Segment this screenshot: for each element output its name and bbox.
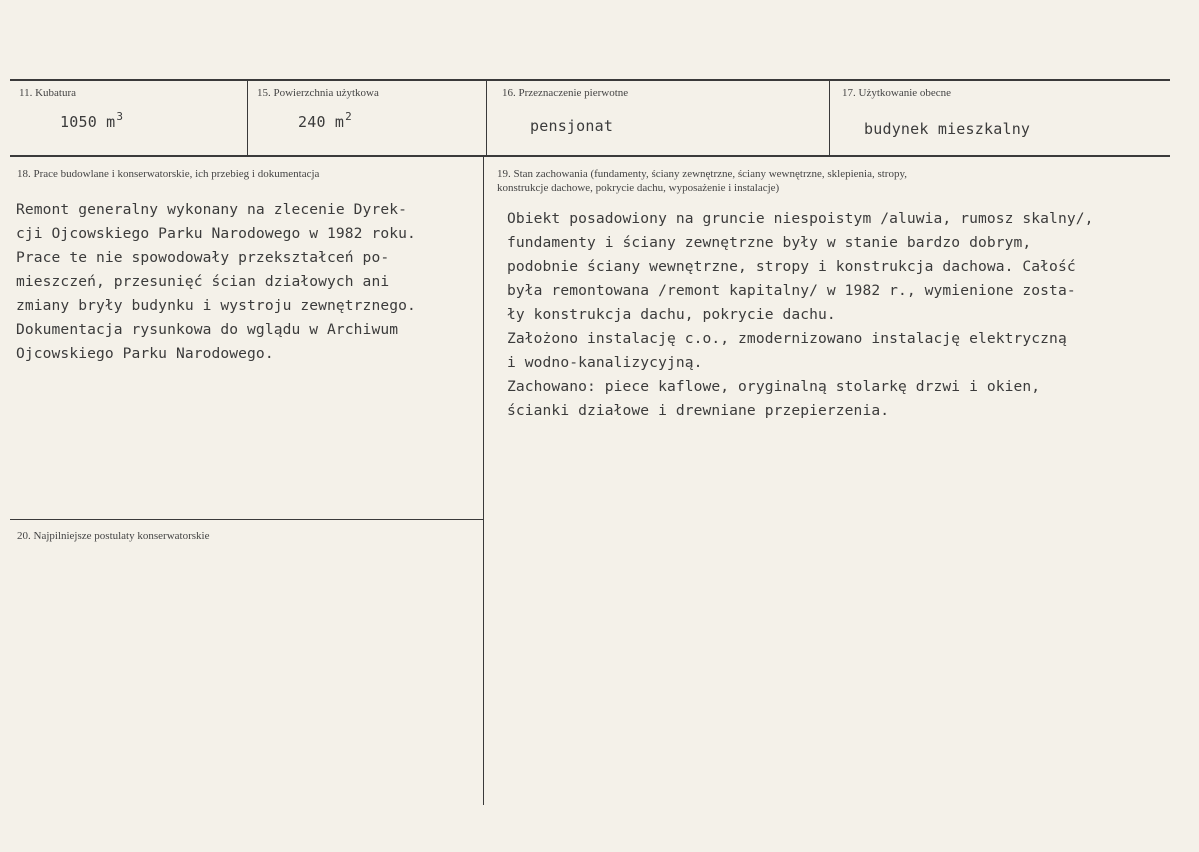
field-15-exponent: 2	[345, 110, 352, 123]
field-20-label: 20. Najpilniejsze postulaty konserwatorskie	[17, 530, 210, 542]
field-11-value	[60, 110, 123, 131]
field-19-line: i wodno-kanalizycyjną.	[507, 354, 703, 371]
field-11-exponent: 3	[116, 110, 124, 123]
divider-18-19	[483, 155, 484, 805]
field-19-line: Zachowano: piece kaflowe, oryginalną stolarkę drzwi i okien,	[507, 378, 1041, 395]
divider-15-16	[486, 79, 487, 156]
field-16-label: 16. Przeznaczenie pierwotne	[502, 87, 629, 99]
field-18-line: zmiany bryły budynku i wystroju zewnętrznego.	[16, 297, 416, 314]
field-18-line: mieszczeń, przesunięć ścian działowych ani	[16, 273, 390, 290]
divider-16-17	[829, 79, 830, 156]
field-18-line: cji Ojcowskiego Parku Narodowego w 1982 roku.	[16, 225, 416, 242]
field-19-line: ły konstrukcja dachu, pokrycie dachu.	[507, 306, 836, 323]
rule-above-20	[10, 519, 484, 520]
field-19-text	[507, 207, 1094, 423]
field-17-label: 17. Użytkowanie obecne	[842, 87, 952, 99]
top-rule	[10, 79, 1170, 81]
field-19-line: fundamenty i ściany zewnętrzne były w stanie bardzo dobrym,	[507, 234, 1032, 251]
field-19-line: Obiekt posadowiony na gruncie niespoistym /aluwia, rumosz skalny/,	[507, 210, 1094, 227]
field-19-line: Założono instalację c.o., zmodernizowano instalację elektryczną	[507, 330, 1067, 347]
field-11-label: 11. Kubatura	[19, 87, 77, 99]
field-15-number: 240 m	[298, 113, 345, 131]
field-11-number: 1050 m	[60, 113, 116, 131]
field-18-line: Dokumentacja rysunkowa do wglądu w Archiwum	[16, 321, 399, 338]
field-19-line: podobnie ściany wewnętrzne, stropy i konstrukcja dachowa. Całość	[507, 258, 1076, 275]
field-17-value: budynek mieszkalny	[864, 120, 1031, 138]
field-19-label-line-2: konstrukcje dachowe, pokrycie dachu, wyposażenie i instalacje)	[497, 182, 780, 194]
field-18-line: Prace te nie spowodowały przekształceń po-	[16, 249, 390, 266]
field-15-label: 15. Powierzchnia użytkowa	[257, 87, 379, 99]
field-18-text	[16, 198, 416, 366]
middle-rule	[10, 155, 1170, 157]
field-16-value: pensjonat	[530, 117, 614, 135]
divider-11-15	[247, 79, 248, 156]
field-18-line: Ojcowskiego Parku Narodowego.	[16, 345, 274, 362]
field-18-line: Remont generalny wykonany na zlecenie Dyrek-	[16, 201, 407, 218]
field-15-value	[298, 110, 352, 131]
field-19-label-line-1: 19. Stan zachowania (fundamenty, ściany zewnętrzne, ściany wewnętrzne, sklepienia, stropy,	[497, 168, 908, 180]
field-19-line: ścianki działowe i drewniane przepierzenia.	[507, 402, 890, 419]
field-19-line: była remontowana /remont kapitalny/ w 1982 r., wymienione zosta-	[507, 282, 1076, 299]
field-18-label: 18. Prace budowlane i konserwatorskie, ich przebieg i dokumentacja	[17, 168, 320, 180]
